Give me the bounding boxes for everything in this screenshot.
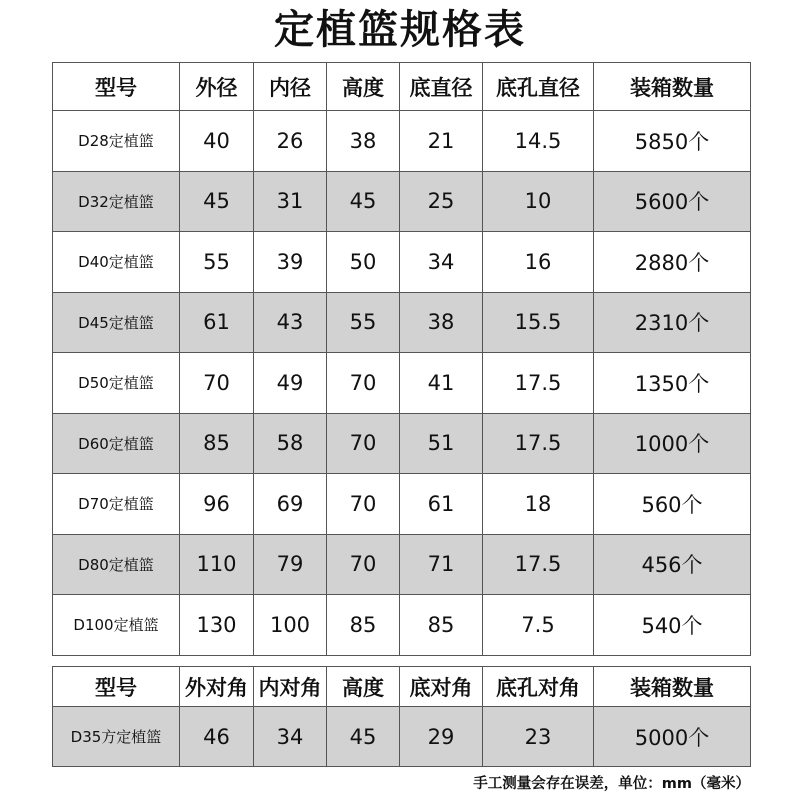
table-row bbox=[53, 534, 751, 595]
header-cell: 外径 bbox=[180, 63, 254, 111]
header-cell: 型号 bbox=[53, 667, 180, 707]
model-cell: D50定植篮 bbox=[53, 353, 180, 414]
carton-quantity-cell: 1350个 bbox=[594, 353, 751, 414]
outer-diameter-cell: 55 bbox=[180, 232, 254, 293]
height-cell: 70 bbox=[327, 474, 400, 535]
height-cell: 70 bbox=[327, 353, 400, 414]
outer-diameter-cell: 85 bbox=[180, 413, 254, 474]
inner-diameter-cell: 100 bbox=[254, 595, 327, 656]
inner-diameter-cell: 43 bbox=[254, 292, 327, 353]
header-cell: 底孔对角 bbox=[483, 667, 594, 707]
carton-quantity-cell: 1000个 bbox=[594, 413, 751, 474]
carton-quantity-cell: 5600个 bbox=[594, 171, 751, 232]
header-cell: 内对角 bbox=[254, 667, 327, 707]
outer-diameter-cell: 130 bbox=[180, 595, 254, 656]
model-cell: D45定植篮 bbox=[53, 292, 180, 353]
bottom-diagonal-cell: 29 bbox=[400, 707, 483, 767]
header-cell: 高度 bbox=[327, 63, 400, 111]
outer-diameter-cell: 61 bbox=[180, 292, 254, 353]
model-cell: D80定植篮 bbox=[53, 534, 180, 595]
bottom-hole-diameter-cell: 16 bbox=[483, 232, 594, 293]
table-header-row bbox=[53, 667, 751, 707]
bottom-diameter-cell: 25 bbox=[400, 171, 483, 232]
height-cell: 38 bbox=[327, 111, 400, 172]
outer-diameter-cell: 96 bbox=[180, 474, 254, 535]
bottom-hole-diameter-cell: 14.5 bbox=[483, 111, 594, 172]
header-cell: 外对角 bbox=[180, 667, 254, 707]
header-cell: 底直径 bbox=[400, 63, 483, 111]
inner-diameter-cell: 58 bbox=[254, 413, 327, 474]
carton-quantity-cell: 5000个 bbox=[594, 707, 751, 767]
bottom-hole-diameter-cell: 18 bbox=[483, 474, 594, 535]
bottom-diameter-cell: 51 bbox=[400, 413, 483, 474]
outer-diameter-cell: 45 bbox=[180, 171, 254, 232]
bottom-diameter-cell: 41 bbox=[400, 353, 483, 414]
carton-quantity-cell: 2310个 bbox=[594, 292, 751, 353]
model-cell: D100定植篮 bbox=[53, 595, 180, 656]
table-row bbox=[53, 232, 751, 293]
carton-quantity-cell: 5850个 bbox=[594, 111, 751, 172]
bottom-hole-diameter-cell: 15.5 bbox=[483, 292, 594, 353]
height-cell: 45 bbox=[327, 171, 400, 232]
table-row bbox=[53, 707, 751, 767]
page-title: 定植篮规格表 bbox=[274, 7, 526, 53]
carton-quantity-cell: 560个 bbox=[594, 474, 751, 535]
square-spec-table bbox=[52, 666, 751, 767]
height-cell: 85 bbox=[327, 595, 400, 656]
table-row bbox=[53, 111, 751, 172]
height-cell: 70 bbox=[327, 534, 400, 595]
header-cell: 底对角 bbox=[400, 667, 483, 707]
outer-diameter-cell: 40 bbox=[180, 111, 254, 172]
outer-diagonal-cell: 46 bbox=[180, 707, 254, 767]
table-row bbox=[53, 413, 751, 474]
bottom-diameter-cell: 21 bbox=[400, 111, 483, 172]
bottom-diameter-cell: 34 bbox=[400, 232, 483, 293]
inner-diameter-cell: 49 bbox=[254, 353, 327, 414]
bottom-hole-diameter-cell: 10 bbox=[483, 171, 594, 232]
model-cell: D40定植篮 bbox=[53, 232, 180, 293]
inner-diameter-cell: 31 bbox=[254, 171, 327, 232]
bottom-hole-diameter-cell: 7.5 bbox=[483, 595, 594, 656]
bottom-diameter-cell: 61 bbox=[400, 474, 483, 535]
bottom-diameter-cell: 71 bbox=[400, 534, 483, 595]
bottom-hole-diameter-cell: 17.5 bbox=[483, 353, 594, 414]
bottom-hole-diameter-cell: 17.5 bbox=[483, 534, 594, 595]
height-cell: 70 bbox=[327, 413, 400, 474]
header-cell: 装箱数量 bbox=[594, 667, 751, 707]
carton-quantity-cell: 456个 bbox=[594, 534, 751, 595]
bottom-diameter-cell: 85 bbox=[400, 595, 483, 656]
outer-diameter-cell: 70 bbox=[180, 353, 254, 414]
inner-diameter-cell: 79 bbox=[254, 534, 327, 595]
model-cell: D32定植篮 bbox=[53, 171, 180, 232]
round-spec-table bbox=[52, 62, 751, 656]
header-cell: 高度 bbox=[327, 667, 400, 707]
height-cell: 50 bbox=[327, 232, 400, 293]
height-cell: 55 bbox=[327, 292, 400, 353]
bottom-diameter-cell: 38 bbox=[400, 292, 483, 353]
inner-diagonal-cell: 34 bbox=[254, 707, 327, 767]
inner-diameter-cell: 39 bbox=[254, 232, 327, 293]
model-cell: D60定植篮 bbox=[53, 413, 180, 474]
outer-diameter-cell: 110 bbox=[180, 534, 254, 595]
table-row bbox=[53, 292, 751, 353]
bottom-hole-diameter-cell: 17.5 bbox=[483, 413, 594, 474]
table-row bbox=[53, 353, 751, 414]
measurement-note: 手工测量会存在误差，单位：mm（毫米） bbox=[473, 776, 750, 792]
header-cell: 型号 bbox=[53, 63, 180, 111]
header-cell: 装箱数量 bbox=[594, 63, 751, 111]
inner-diameter-cell: 26 bbox=[254, 111, 327, 172]
height-cell: 45 bbox=[327, 707, 400, 767]
model-cell: D35方定植篮 bbox=[53, 707, 180, 767]
table-row bbox=[53, 474, 751, 535]
model-cell: D28定植篮 bbox=[53, 111, 180, 172]
table-row bbox=[53, 595, 751, 656]
model-cell: D70定植篮 bbox=[53, 474, 180, 535]
header-cell: 底孔直径 bbox=[483, 63, 594, 111]
bottom-hole-diagonal-cell: 23 bbox=[483, 707, 594, 767]
inner-diameter-cell: 69 bbox=[254, 474, 327, 535]
table-header-row bbox=[53, 63, 751, 111]
table-row bbox=[53, 171, 751, 232]
carton-quantity-cell: 2880个 bbox=[594, 232, 751, 293]
carton-quantity-cell: 540个 bbox=[594, 595, 751, 656]
header-cell: 内径 bbox=[254, 63, 327, 111]
